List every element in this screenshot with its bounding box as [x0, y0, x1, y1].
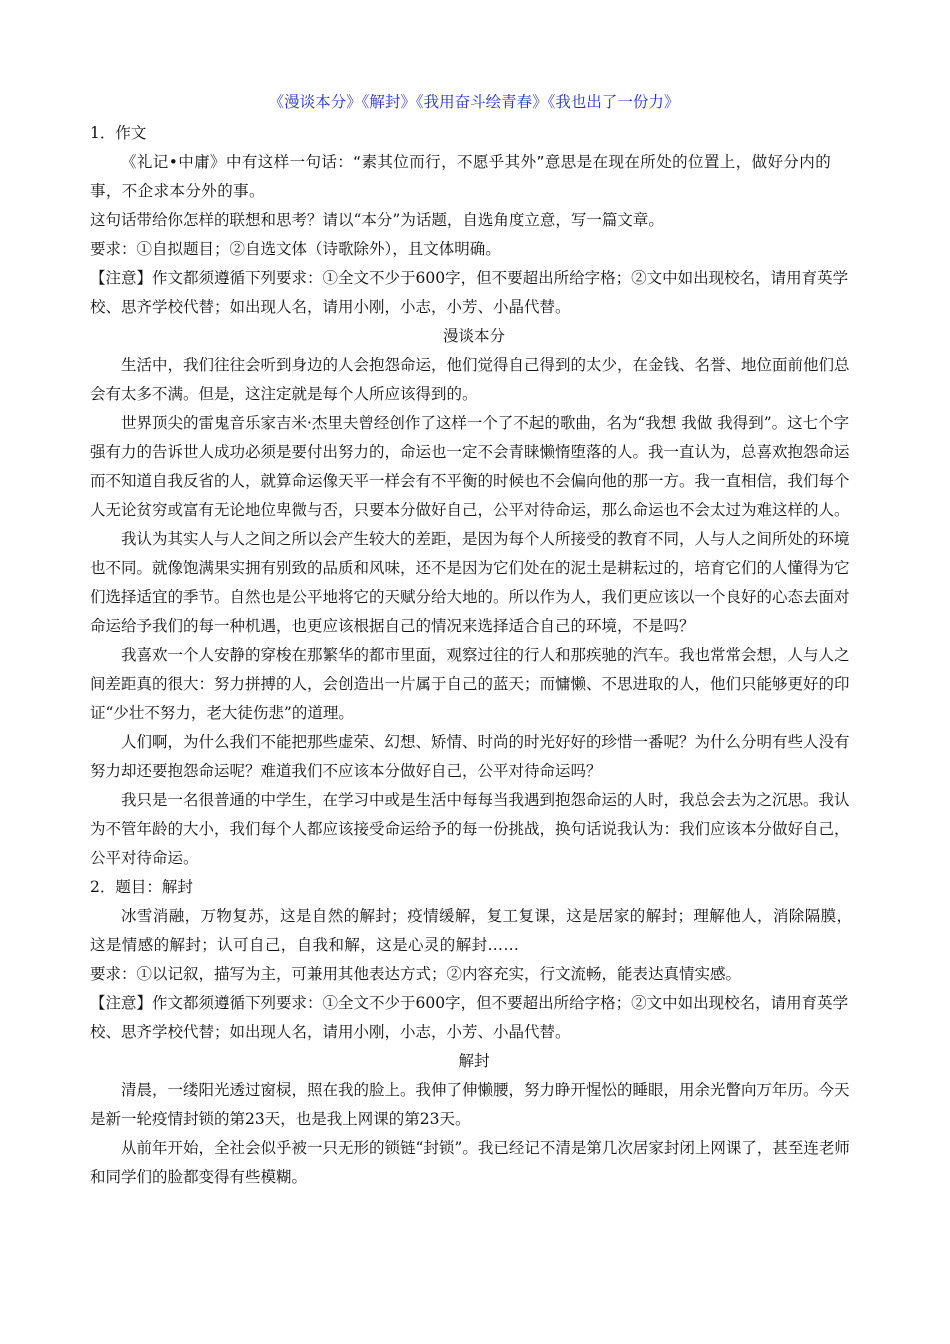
- q1-paragraph: 我只是一名很普通的中学生，在学习中或是生活中每每当我遇到抱怨命运的人时，我总会去为之沉思。我认为不管年龄的大小，我们每个人都应该接受命运给予的每一份挑战，换句话说我认为：我们应该本分做好自己，公平对待命运。: [90, 791, 850, 867]
- q1-paragraph: 我喜欢一个人安静的穿梭在那繁华的都市里面，观察过往的行人和那疾驰的汽车。我也常常会想，人与人之间差距真的很大：努力拼搏的人，会创造出一片属于自己的蓝天；而慵懒、不思进取的人，他们只能够更好的印证“少壮不努力，老大徒伤悲”的道理。: [90, 646, 850, 722]
- q2-essay-title: 解封: [458, 1052, 490, 1070]
- document-title: 《漫谈本分》《解封》《我用奋斗绘青春》《我也出了一份力》: [268, 93, 680, 111]
- q2-prompt: 冰雪消融，万物复苏，这是自然的解封；疫情缓解，复工复课，这是居家的解封；理解他人，消除隔膜，这是情感的解封；认可自己，自我和解，这是心灵的解封……: [90, 907, 853, 954]
- q1-requirement: 要求：①自拟题目；②自选文体（诗歌除外），且文体明确。: [90, 240, 501, 258]
- document-page: [90, 88, 858, 1192]
- q1-paragraph: 世界顶尖的雷鬼音乐家吉米·杰里夫曾经创作了这样一个了不起的歌曲，名为“我想 我做 我得到”。这七个字强有力的告诉世人成功必须是要付出努力的，命运也一定不会青睐懒惰堕落的人。我一直认为，总喜欢抱怨命运而不知道自我反省的人，就算命运像天平一样会有不平衡的时候也不会偏向他的那一方。我一直相信，我们每个人无论贫穷或富有无论地位卑微与否，只要本分做好自己，公平对待命运，那么命运也不会太过为难这样的人。: [90, 414, 850, 519]
- q1-paragraph: 人们啊，为什么我们不能把那些虚荣、幻想、矫情、时尚的时光好好的珍惜一番呢？为什么分明有些人没有努力却还要抱怨命运呢？难道我们不应该本分做好自己，公平对待命运吗？: [90, 733, 850, 780]
- q1-question: 这句话带给你怎样的联想和思考？请以“本分”为话题，自选角度立意，写一篇文章。: [90, 211, 664, 229]
- q1-essay-title: 漫谈本分: [442, 327, 505, 345]
- q2-heading: 2．题目：解封: [90, 878, 193, 896]
- q1-prompt: 《礼记•中庸》中有这样一句话：“素其位而行，不愿乎其外”意思是在现在所处的位置上，做好分内的事，不企求本分外的事。: [90, 153, 832, 200]
- q2-note: 【注意】作文都须遵循下列要求：①全文不少于600字，但不要超出所给字格；②文中如出现校名，请用育英学校、思齐学校代替；如出现人名，请用小刚，小志，小芳、小晶代替。: [90, 994, 849, 1041]
- q1-note: 【注意】作文都须遵循下列要求：①全文不少于600字，但不要超出所给字格；②文中如出现校名，请用育英学校、思齐学校代替；如出现人名，请用小刚，小志，小芳、小晶代替。: [90, 269, 849, 316]
- q1-paragraph: 我认为其实人与人之间之所以会产生较大的差距，是因为每个人所接受的教育不同，人与人之间所处的环境也不同。就像饱满果实拥有别致的品质和风味，还不是因为它们处在的泥土是耕耘过的，培育它们的人懂得为它们选择适宜的季节。自然也是公平地将它的天赋分给大地的。所以作为人，我们更应该以一个良好的心态去面对命运给予我们的每一种机遇，也更应该根据自己的情况来选择适合自己的环境，不是吗？: [90, 530, 850, 635]
- q2-paragraph: 清晨，一缕阳光透过窗棂，照在我的脸上。我伸了伸懒腰，努力睁开惺忪的睡眼，用余光瞥向万年历。今天是新一轮疫情封锁的第23天，也是我上网课的第23天。: [90, 1081, 850, 1128]
- q1-heading: 1．作文: [90, 124, 147, 142]
- q1-paragraph: 生活中，我们往往会听到身边的人会抱怨命运，他们觉得自己得到的太少，在金钱、名誉、地位面前他们总会有太多不满。但是，这注定就是每个人所应该得到的。: [90, 356, 850, 403]
- q2-requirement: 要求：①以记叙，描写为主，可兼用其他表达方式；②内容充实，行文流畅，能表达真情实感。: [90, 965, 742, 983]
- q2-paragraph: 从前年开始，全社会似乎被一只无形的锁链“封锁”。我已经记不清是第几次居家封闭上网课了，甚至连老师和同学们的脸都变得有些模糊。: [90, 1139, 850, 1186]
